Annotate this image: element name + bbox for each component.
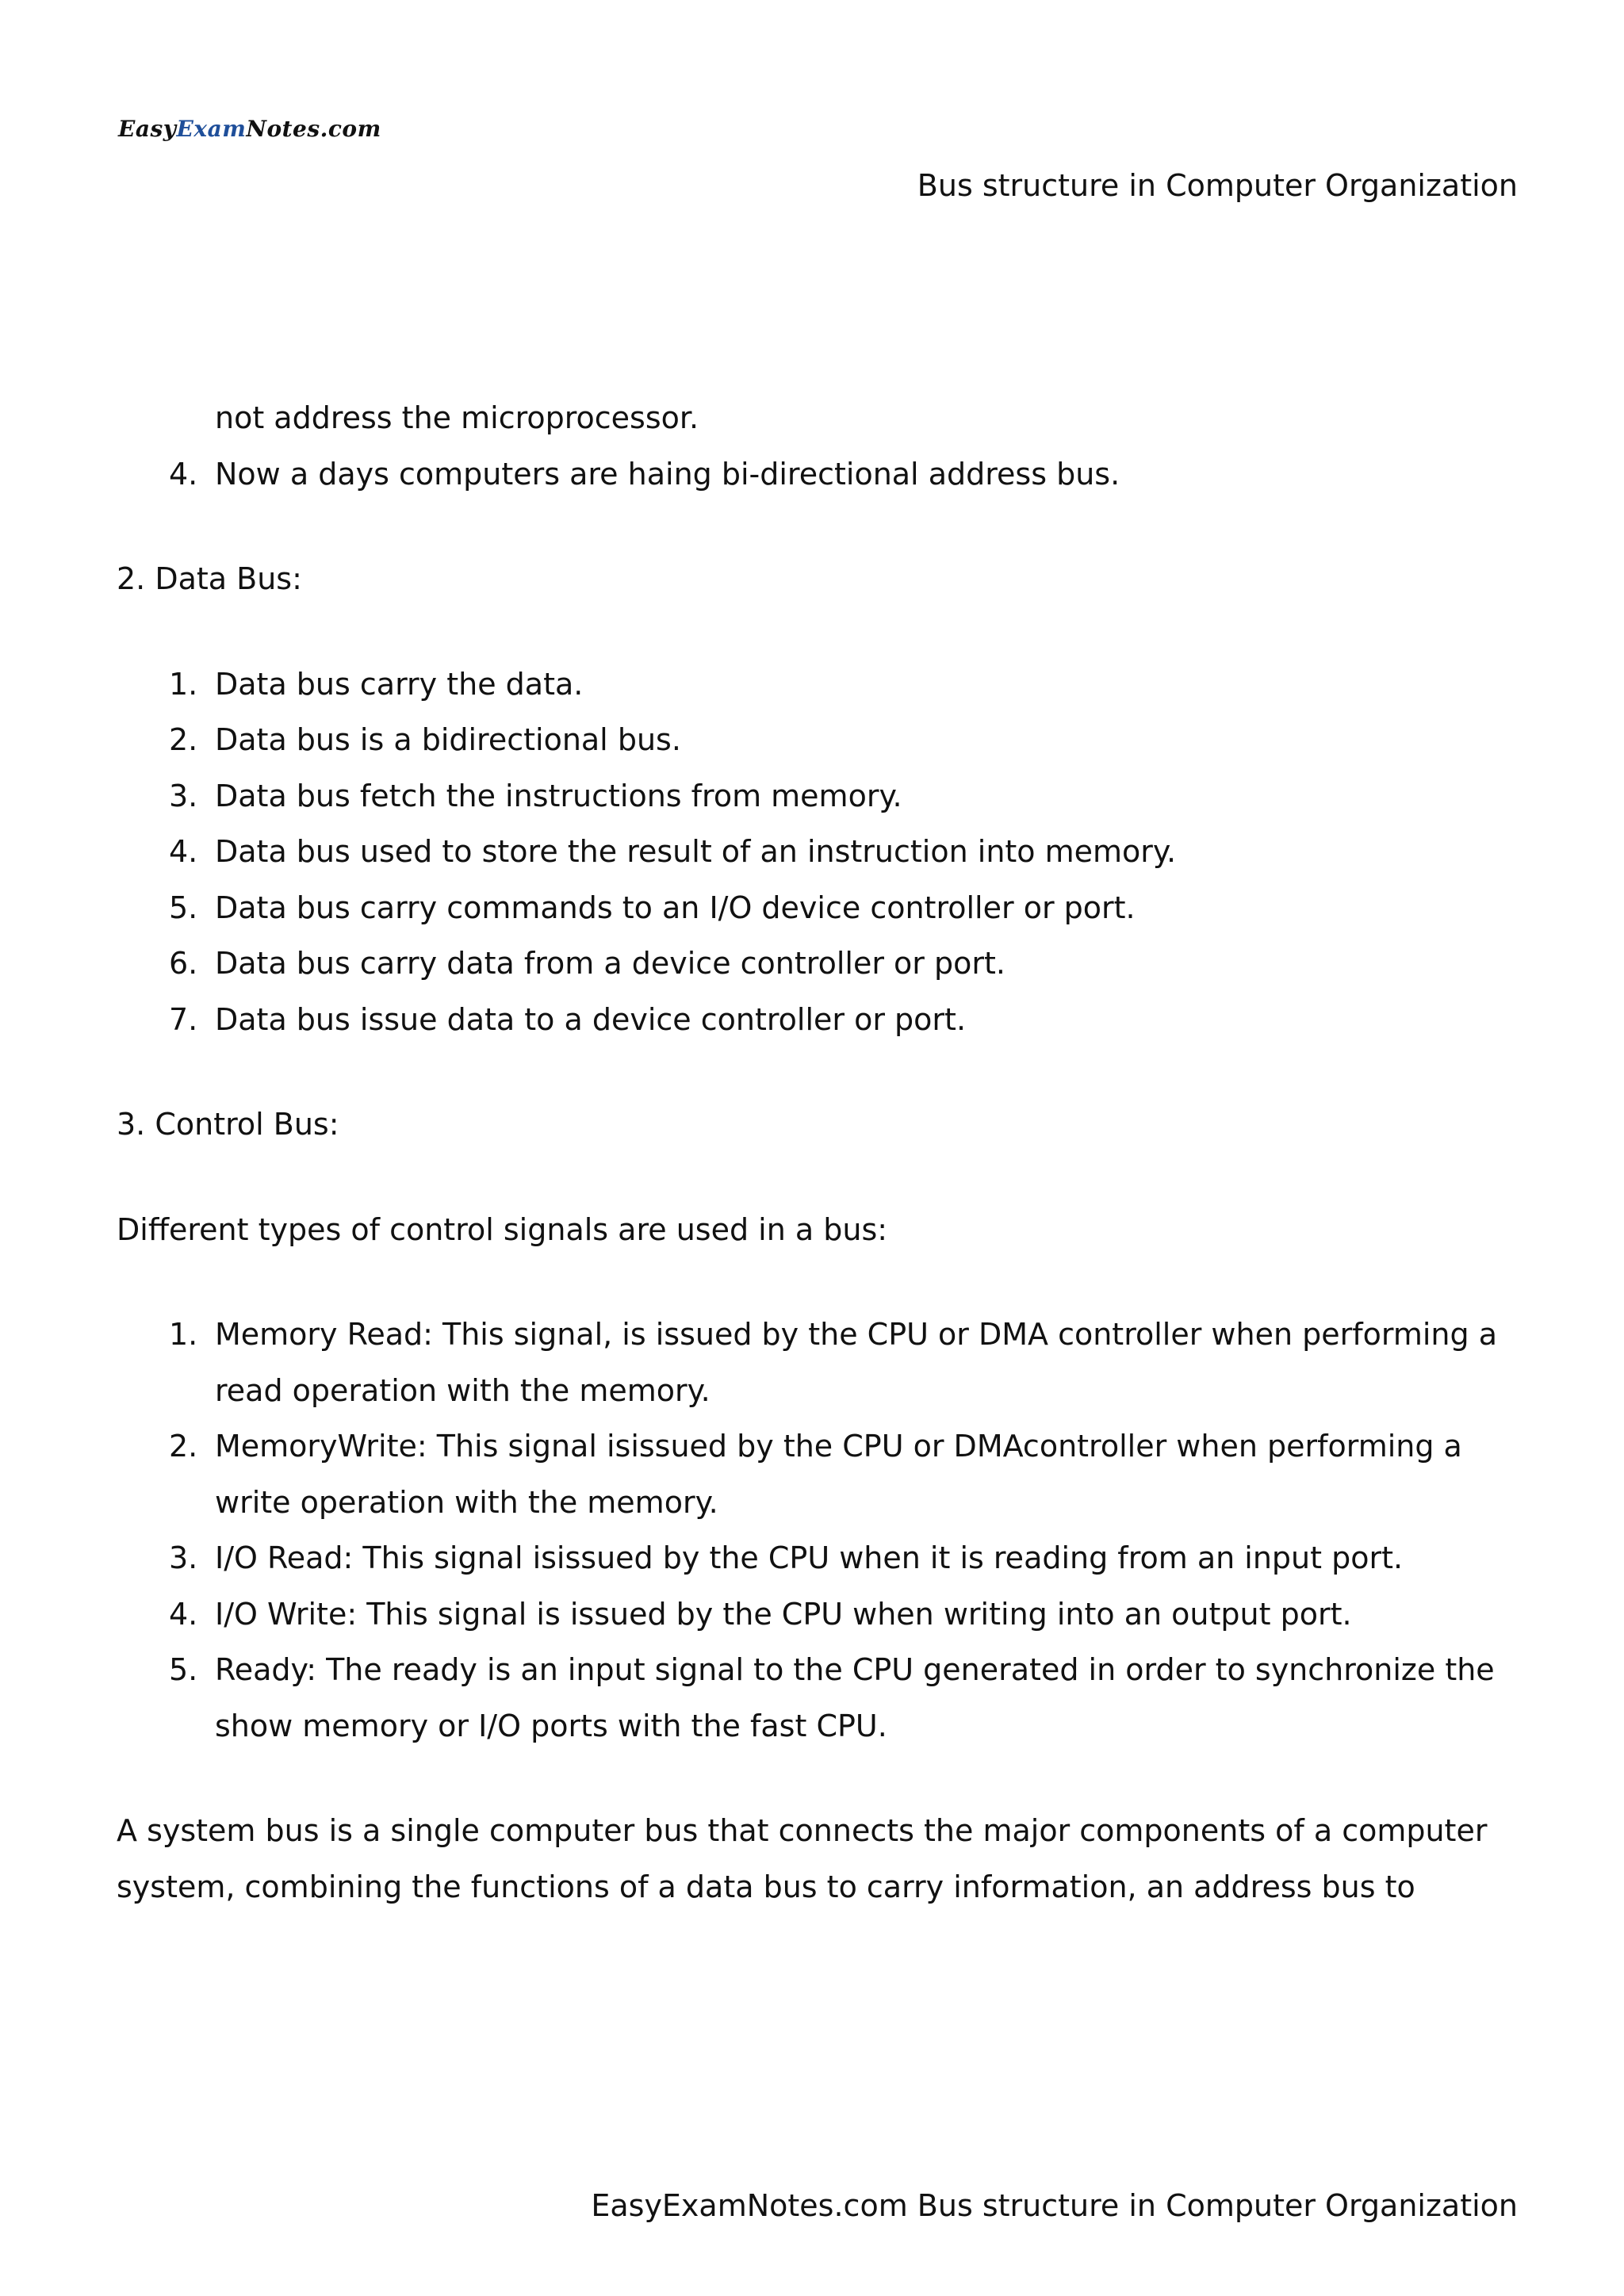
list-number: 3.: [169, 778, 198, 813]
control-bus-intro: Different types of control signals are used in a bus:: [117, 1211, 888, 1247]
list-item-text: Data bus issue data to a device controller or port.: [215, 1001, 967, 1037]
list-number: 2.: [169, 1429, 198, 1464]
list-item: [117, 1642, 1520, 1754]
list-number: 5.: [169, 890, 198, 925]
list-item: [117, 1418, 1520, 1530]
list-number: 4.: [169, 834, 198, 869]
list-number: 7.: [169, 1001, 198, 1037]
list-number: 1.: [169, 666, 198, 702]
list-item-line: Memory Read: This signal, is issued by the CPU or DMA controller when performing a: [215, 1317, 1497, 1352]
list-item: [117, 1586, 1520, 1643]
list-item: [117, 880, 1520, 936]
list-item-line: Ready: The ready is an input signal to the CPU generated in order to synchronize the: [215, 1652, 1495, 1687]
list-number: 4.: [169, 1596, 198, 1632]
list-item-text: Data bus fetch the instructions from memory.: [215, 778, 902, 813]
continuation-line: not address the microprocessor.: [215, 400, 699, 435]
logo-notes: Notes.com: [246, 116, 381, 142]
list-number: 6.: [169, 946, 198, 981]
paragraph-line: A system bus is a single computer bus that connects the major components of a computer: [117, 1813, 1488, 1848]
list-number: 2.: [169, 722, 198, 757]
list-item-text: Now a days computers are haing bi-directional address bus.: [215, 456, 1120, 492]
control-bus-list: [117, 1307, 1520, 1754]
list-item-line: show memory or I/O ports with the fast CPU.: [215, 1708, 887, 1743]
site-logo: [118, 116, 381, 142]
section-heading-control-bus: 3. Control Bus:: [117, 1107, 339, 1142]
list-number: 1.: [169, 1317, 198, 1352]
list-item: [117, 768, 1520, 825]
list-item-line: read operation with the memory.: [215, 1372, 710, 1408]
paragraph-line: system, combining the functions of a data bus to carry information, an address bus to: [117, 1869, 1415, 1904]
page-header-title: Bus structure in Computer Organization: [917, 168, 1518, 203]
list-item-line: I/O Read: This signal isissued by the CPU when it is reading from an input port.: [215, 1540, 1404, 1575]
logo-exam: Exam: [176, 116, 247, 142]
list-number: 5.: [169, 1652, 198, 1687]
list-item: [117, 446, 1520, 503]
list-item-text: Data bus carry the data.: [215, 666, 584, 702]
section-heading-data-bus: 2. Data Bus:: [117, 561, 302, 596]
list-item-line: MemoryWrite: This signal isissued by the CPU or DMAcontroller when performing a: [215, 1429, 1462, 1464]
list-item: [117, 1530, 1520, 1586]
list-number: 4.: [169, 456, 198, 492]
list-number: 3.: [169, 1540, 198, 1575]
list-item-line: write operation with the memory.: [215, 1484, 718, 1520]
list-item-text: Data bus used to store the result of an instruction into memory.: [215, 834, 1177, 869]
list-item: [117, 712, 1520, 768]
page-footer: EasyExamNotes.com Bus structure in Computer Organization: [591, 2188, 1518, 2223]
data-bus-list: [117, 656, 1520, 1048]
list-item: [117, 992, 1520, 1048]
closing-paragraph: [117, 1803, 1520, 1915]
document-body: [117, 390, 1520, 1915]
list-item-line: I/O Write: This signal is issued by the CPU when writing into an output port.: [215, 1596, 1352, 1632]
list-item-text: Data bus carry commands to an I/O device controller or port.: [215, 890, 1136, 925]
list-item: [117, 824, 1520, 880]
list-item: [117, 656, 1520, 713]
list-item-text: Data bus carry data from a device controller or port.: [215, 946, 1005, 981]
logo-easy: Easy: [118, 116, 177, 142]
list-item: [117, 1307, 1520, 1418]
list-item-text: Data bus is a bidirectional bus.: [215, 722, 681, 757]
list-item: [117, 936, 1520, 992]
address-bus-list-continued: [117, 446, 1520, 503]
